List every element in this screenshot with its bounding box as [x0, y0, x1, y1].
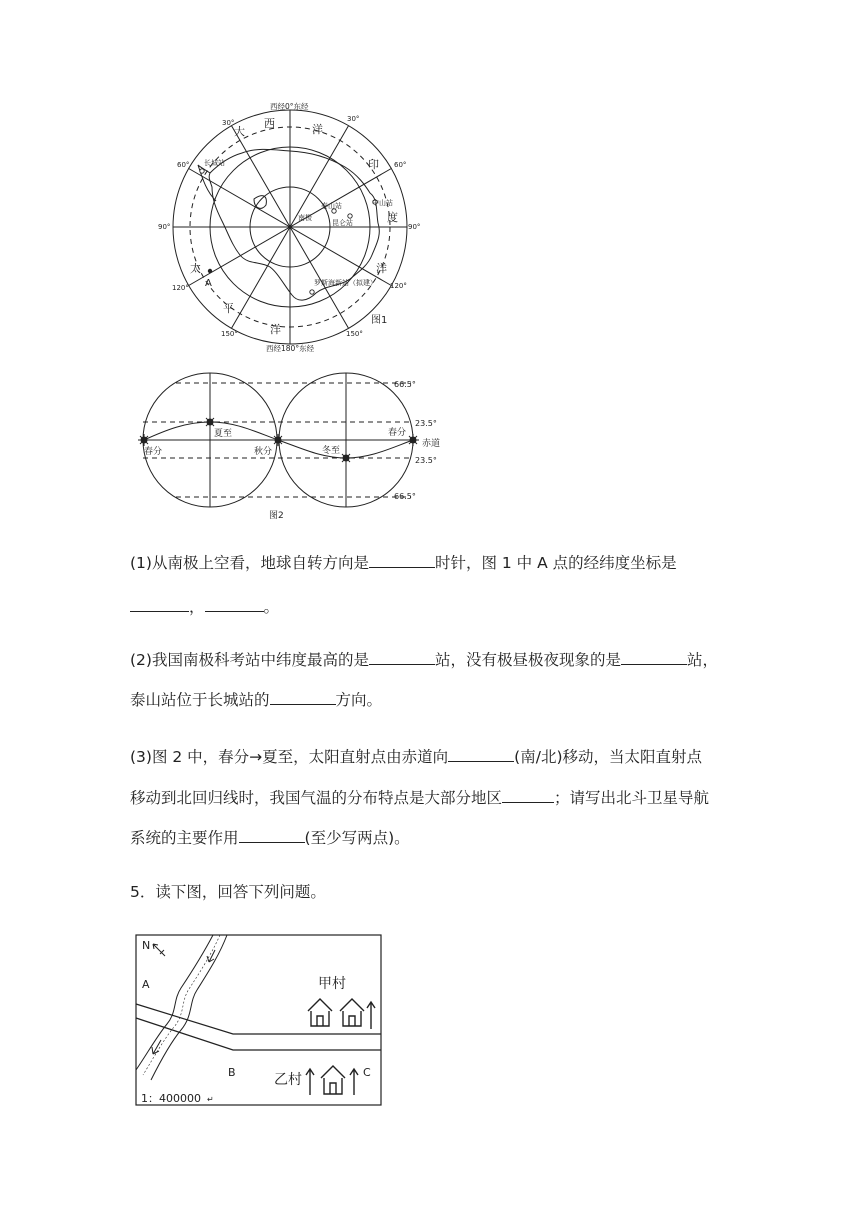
river-west-bank	[136, 935, 213, 1070]
degree-label: 120°	[390, 282, 407, 290]
changcheng-station-label: 长城站	[204, 159, 225, 167]
lat-label: 23.5°	[415, 456, 437, 465]
ocean-char: 西	[264, 117, 275, 130]
house-icons	[308, 999, 364, 1094]
question-2-line-1	[130, 650, 718, 670]
polar-grid	[173, 110, 407, 344]
luosi-station-marker	[310, 290, 314, 294]
answer-blank[interactable]	[448, 747, 514, 762]
term-label: 夏至	[214, 429, 233, 439]
zhongshan-station-label: 中山站	[372, 199, 393, 207]
equator-label: 赤道	[422, 439, 441, 449]
figure1-caption: 图1	[371, 315, 388, 326]
question-text: 。	[263, 598, 280, 616]
term-label: 春分	[388, 428, 407, 438]
degree-label: 150°	[221, 330, 238, 338]
inner-ice-line	[254, 196, 266, 209]
term-label: 春分	[144, 447, 163, 457]
degree-label: 30°	[222, 119, 235, 127]
degree-label: 60°	[177, 161, 190, 169]
figure3-village-map	[133, 932, 385, 1110]
top-meridian-label: 西经0°东经	[270, 102, 309, 111]
question-text: ，	[189, 598, 205, 616]
up-arrow-icon	[306, 1069, 314, 1095]
lat-label: 66.5°	[394, 492, 416, 501]
village-yi-label: 乙村	[274, 1072, 302, 1088]
house-icon	[321, 1066, 345, 1094]
ocean-char: 洋	[312, 123, 323, 136]
flow-arrow-icon	[207, 950, 215, 962]
ocean-char: 洋	[270, 323, 281, 336]
scale-label: 1：400000	[141, 1092, 201, 1105]
degree-label: 60°	[394, 161, 407, 169]
answer-blank[interactable]	[621, 650, 687, 665]
village-jia-label: 甲村	[318, 976, 346, 992]
changcheng-station-marker	[200, 169, 204, 173]
term-label: 秋分	[254, 447, 273, 457]
north-arrow-icon	[153, 944, 165, 956]
answer-blank[interactable]	[369, 650, 435, 665]
figure1-polar-map	[150, 95, 420, 360]
scale-return-mark: ↵	[207, 1095, 214, 1104]
answer-blank[interactable]	[502, 788, 554, 803]
bottom-meridian-label: 西经180°东经	[266, 344, 315, 353]
question-text: 泰山站位于长城站的	[130, 691, 270, 709]
north-label: N	[142, 939, 151, 952]
kunlun-station-label: 昆仑站	[332, 219, 353, 227]
answer-blank[interactable]	[270, 690, 336, 705]
term-label: 冬至	[322, 446, 341, 456]
question-3-line-1	[130, 747, 702, 767]
answer-blank[interactable]	[239, 828, 305, 843]
ocean-char: 太	[190, 262, 201, 275]
question-text: 移动到北回归线时，我国气温的分布特点是大部分地区	[130, 789, 503, 807]
degree-label: 120°	[172, 284, 189, 292]
question-text: 方向。	[335, 691, 383, 709]
point-b-label: B	[228, 1066, 236, 1079]
house-icon	[340, 999, 364, 1026]
degree-label: 150°	[346, 330, 363, 338]
answer-blank[interactable]	[205, 597, 264, 612]
point-a-label: A	[142, 978, 150, 991]
south-pole-label: 南极	[298, 214, 312, 222]
answer-blank[interactable]	[369, 553, 435, 568]
taishan-station-label: 泰山站	[321, 202, 342, 210]
ocean-char: 洋	[376, 262, 387, 275]
point-a-marker	[208, 269, 212, 273]
river-center-line	[143, 935, 220, 1075]
lat-label: 23.5°	[415, 419, 437, 428]
river-east-bank	[151, 935, 227, 1080]
degree-label: 30°	[347, 115, 360, 123]
ocean-char: 大	[234, 125, 245, 138]
map-frame	[136, 935, 381, 1105]
up-arrow-icon	[367, 1002, 375, 1029]
degree-label: 90°	[408, 223, 420, 231]
figure2-solar-terms	[136, 372, 476, 528]
point-c-label: C	[363, 1066, 371, 1079]
question-text: ；请写出北斗卫星导航	[554, 789, 710, 807]
question-5-heading: 5．读下图，回答下列问题。	[130, 883, 326, 901]
question-text: 站，没有极昼极夜现象的是	[434, 651, 621, 669]
luosi-station-label: 罗斯海新站（拟建）	[314, 279, 377, 287]
question-text: (1)从南极上空看，地球自转方向是	[130, 554, 369, 572]
question-text: (南/北)移动，当太阳直射点	[514, 748, 702, 766]
question-text: 时针，图 1 中 A 点的经纬度坐标是	[434, 554, 677, 572]
point-a-label: A	[205, 278, 212, 289]
ocean-char: 度	[387, 211, 398, 224]
ocean-char: 印	[368, 158, 379, 171]
question-3-line-2	[130, 788, 709, 808]
degree-label: 90°	[158, 223, 171, 231]
question-text: (2)我国南极科考站中纬度最高的是	[130, 651, 369, 669]
figure2-caption: 图2	[269, 511, 284, 521]
question-2-line-2	[130, 690, 382, 710]
house-icon	[308, 999, 332, 1026]
question-text: (至少写两点)。	[304, 829, 410, 847]
ocean-char: 平	[223, 302, 234, 315]
question-1-line-2	[130, 597, 279, 617]
question-1-line-1	[130, 553, 677, 573]
question-text: 系统的主要作用	[130, 829, 239, 847]
question-text: 站，	[686, 651, 718, 669]
question-text: (3)图 2 中，春分→夏至，太阳直射点由赤道向	[130, 748, 449, 766]
answer-blank[interactable]	[130, 597, 189, 612]
kunlun-station-marker	[348, 214, 352, 218]
lat-label: 66.5°	[394, 380, 416, 389]
question-3-line-3	[130, 828, 410, 848]
up-arrow-icon	[350, 1069, 358, 1095]
